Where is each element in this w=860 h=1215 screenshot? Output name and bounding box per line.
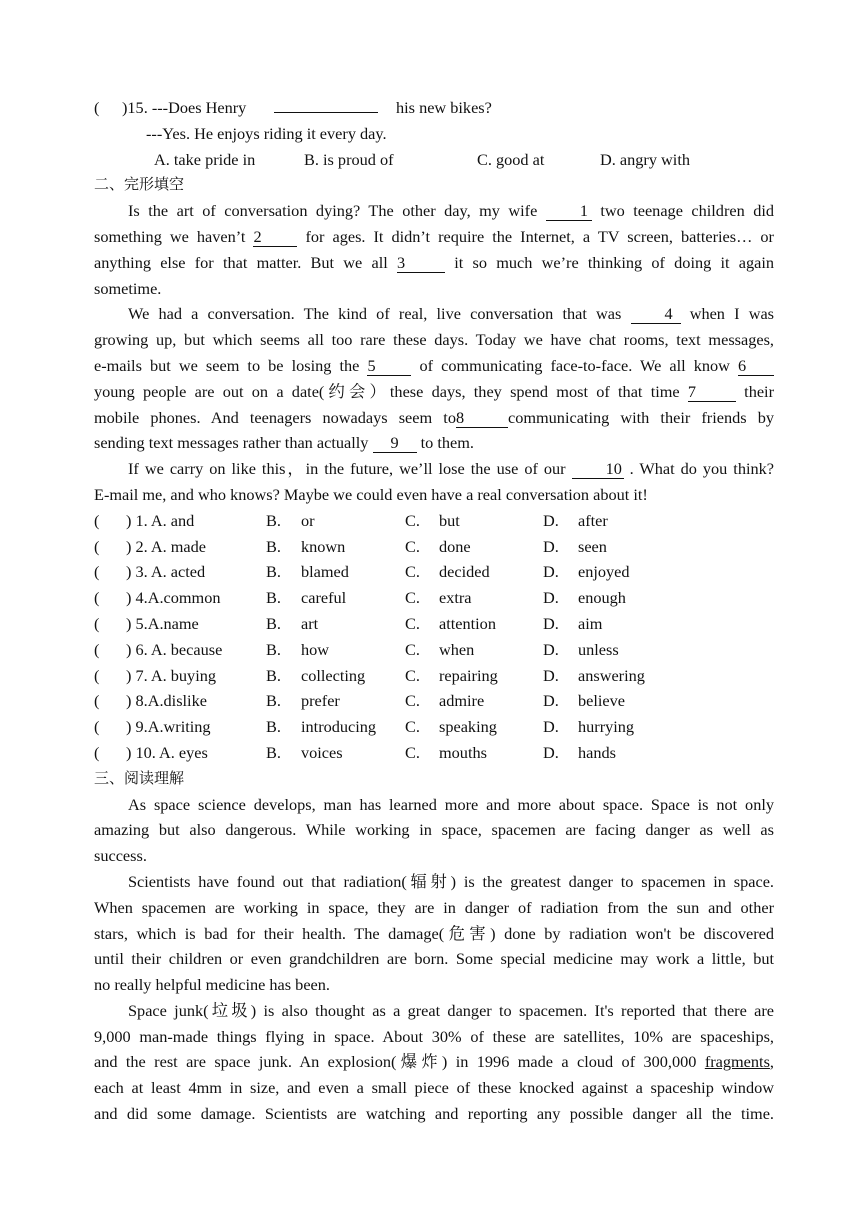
answer-paren[interactable]: ( (94, 639, 100, 659)
option-letter-c: C. (405, 613, 420, 633)
option-b: blamed (301, 562, 349, 582)
option-letter-d: D. (543, 665, 559, 685)
reading-p3-line5: and did some damage. Scientists are watching and reporting any possible danger all the time. (94, 1104, 774, 1124)
question-15-reply-text: ---Yes. He enjoys riding it every day. (146, 123, 387, 143)
underlined-word-fragments: fragments (704, 1052, 770, 1072)
option-letter-c: C. (405, 742, 420, 762)
option-a: ) 10. A. eyes (126, 742, 208, 762)
cloze-p2-line3: e-mails but we seem to be losing the 5 of communicating face-to-face. We all know 6 (94, 353, 774, 379)
option-c: decided (439, 562, 490, 582)
option-letter-c: C. (405, 588, 420, 608)
reading-p1-line3: success. (94, 846, 147, 866)
option-d: enjoyed (578, 562, 630, 582)
option-b: voices (301, 742, 343, 762)
option-b: art (301, 613, 319, 633)
cloze-p1-line2: something we haven’t 2 for ages. It didn’t require the Internet, a TV screen, batteries… or (94, 226, 774, 246)
option-a: ) 5.A.name (126, 613, 199, 633)
cloze-option-row (94, 611, 774, 637)
cloze-options-list (94, 508, 774, 766)
option-c: but (439, 510, 460, 530)
reading-p1-line1: As space science develops, man has learned more and more about space. Space is not only (128, 794, 774, 814)
option-b: how (301, 639, 330, 659)
question-15-reply (94, 121, 774, 147)
option-c: done (439, 536, 471, 556)
reading-p3-line3: and the rest are space junk. An explosion(爆炸) in 1996 made a cloud of 300,000 fragments, (94, 1052, 774, 1072)
option-d: aim (578, 613, 603, 633)
cloze-option-row (94, 637, 774, 663)
option-b: introducing (301, 717, 377, 737)
cloze-blank-2[interactable]: 2 (253, 228, 297, 247)
cloze-option-row (94, 688, 774, 714)
option-d: seen (578, 536, 607, 556)
option-d: unless (578, 639, 619, 659)
option-letter-b: B. (266, 510, 281, 530)
answer-paren[interactable]: ( (94, 510, 100, 530)
option-letter-b: B. (266, 717, 281, 737)
question-15-blank[interactable] (274, 91, 378, 113)
cloze-blank-4[interactable]: 4 (631, 305, 681, 324)
cloze-p2-line5: mobile phones. And teenagers nowadays seem to8 communicating with their friends by (94, 407, 774, 427)
cloze-option-row (94, 740, 774, 766)
option-b: careful (301, 588, 347, 608)
cloze-p2-line4: young people are out on a date(约会）these days, they spend most of that time 7 their (94, 381, 775, 401)
question-15-stem (94, 95, 774, 121)
reading-p3-line2: 9,000 man-made things flying in space. About 30% of these are satellites, 10% are spaceships, (94, 1026, 774, 1046)
option-c: speaking (439, 717, 497, 737)
option-letter-c: C. (405, 510, 420, 530)
answer-paren[interactable]: ( (94, 742, 100, 762)
answer-paren[interactable]: ( (94, 536, 100, 556)
option-b: or (301, 510, 315, 530)
option-a: ) 1. A. and (126, 510, 195, 530)
cloze-option-row (94, 559, 774, 585)
cloze-blank-10[interactable]: 10 (572, 460, 624, 479)
cloze-option-row (94, 534, 774, 560)
option-d: after (578, 510, 608, 530)
question-15-text: )15. ---Does Henry (122, 98, 247, 117)
cloze-blank-7[interactable]: 7 (688, 383, 736, 402)
option-d: hands (578, 742, 616, 762)
reading-p3-line1: Space junk(垃圾) is also thought as a great danger to spacemen. It's reported that there are (128, 1000, 774, 1020)
option-letter-d: D. (543, 562, 559, 582)
answer-paren[interactable]: ( (94, 613, 100, 633)
reading-p2-line4: until their children or even grandchildren are born. Some special medicine may work a little, but (94, 949, 774, 969)
question-15-text-end: his new bikes? (396, 98, 492, 117)
reading-p1-line2: amazing but also dangerous. While working in space, spacemen are facing danger as well as (94, 820, 774, 840)
option-c: when (439, 639, 475, 659)
option-letter-d: D. (543, 536, 559, 556)
option-letter-b: B. (266, 691, 281, 711)
option-letter-c: C. (405, 691, 420, 711)
option-letter-b: B. (266, 562, 281, 582)
cloze-option-row (94, 585, 774, 611)
question-15-options (94, 147, 774, 173)
option-letter-d: D. (543, 588, 559, 608)
answer-paren[interactable]: ( (94, 717, 100, 737)
option-b: prefer (301, 691, 340, 711)
option-letter-d: D. (543, 691, 559, 711)
option-letter-d: D. (543, 510, 559, 530)
option-letter-d: D. (543, 639, 559, 659)
option-letter-c: C. (405, 562, 420, 582)
option-c: mouths (439, 742, 487, 762)
option-letter-d: D. (543, 613, 559, 633)
option-d: hurrying (578, 717, 635, 737)
cloze-p1-line3: anything else for that matter. But we all 3 it so much we’re thinking of doing it again (94, 252, 775, 272)
option-a: ) 7. A. buying (126, 665, 216, 685)
worksheet-page (94, 95, 774, 1127)
cloze-option-row (94, 508, 774, 534)
answer-paren[interactable]: ( (94, 691, 100, 711)
option-a: A. take pride in (154, 149, 256, 169)
section-3-title: 三、阅读理解 (94, 768, 185, 787)
cloze-p3-line1: If we carry on like this，in the future, we’ll lose the use of our 10 . What do you think? (128, 459, 775, 479)
option-letter-c: C. (405, 639, 420, 659)
cloze-blank-1[interactable]: 1 (546, 202, 592, 221)
option-a: ) 9.A.writing (126, 717, 211, 737)
cloze-p2-line6: sending text messages rather than actually 9 to them. (94, 433, 474, 453)
reading-p2-line3: stars, which is bad for their health. The damage(危害) done by radiation won't be discovered (94, 923, 774, 943)
cloze-p1-line1: Is the art of conversation dying? The other day, my wife 1 two teenage children did (128, 201, 775, 221)
option-a: ) 4.A.common (126, 588, 221, 608)
option-letter-c: C. (405, 536, 420, 556)
option-a: ) 3. A. acted (126, 562, 206, 582)
reading-p2-line1: Scientists have found out that radiation(辐射) is the greatest danger to spacemen in space. (128, 871, 774, 891)
section-2-title: 二、完形填空 (94, 175, 185, 194)
option-letter-b: B. (266, 588, 281, 608)
option-b: B. is proud of (304, 149, 394, 169)
cloze-p3-line2: E-mail me, and who knows? Maybe we could even have a real conversation about it! (94, 484, 648, 504)
answer-paren[interactable]: ( (94, 562, 100, 582)
option-d: answering (578, 665, 645, 685)
reading-p3-line4: each at least 4mm in size, and even a small piece of these knocked against a spaceship window (94, 1078, 774, 1098)
cloze-blank-8[interactable]: 8 (456, 409, 508, 428)
option-c: extra (439, 588, 472, 608)
cloze-blank-6[interactable]: 6 (738, 357, 774, 376)
cloze-option-row (94, 714, 774, 740)
option-c: C. good at (477, 149, 545, 169)
option-a: ) 6. A. because (126, 639, 223, 659)
reading-p2-line2: When spacemen are working in space, they are in danger of radiation from the sun and other (94, 897, 774, 917)
cloze-option-row (94, 663, 774, 689)
option-c: attention (439, 613, 496, 633)
cloze-blank-3[interactable]: 3 (397, 254, 445, 273)
option-letter-d: D. (543, 742, 559, 762)
option-letter-c: C. (405, 665, 420, 685)
option-c: admire (439, 691, 485, 711)
answer-paren[interactable]: ( (94, 588, 100, 608)
option-letter-d: D. (543, 717, 559, 737)
option-d: D. angry with (600, 149, 690, 169)
answer-paren: ( (94, 98, 100, 117)
option-letter-b: B. (266, 665, 281, 685)
cloze-p2-line1: We had a conversation. The kind of real, live conversation that was 4 when I was (128, 304, 775, 324)
cloze-blank-5[interactable]: 5 (367, 357, 411, 376)
cloze-p2-line2: growing up, but which seems all too rare these days. Today we have chat rooms, text messages, (94, 330, 774, 350)
option-b: collecting (301, 665, 366, 685)
option-letter-c: C. (405, 717, 420, 737)
option-letter-b: B. (266, 536, 281, 556)
option-letter-b: B. (266, 639, 281, 659)
option-letter-b: B. (266, 742, 281, 762)
option-b: known (301, 536, 346, 556)
option-c: repairing (439, 665, 498, 685)
cloze-blank-9[interactable]: 9 (373, 434, 417, 453)
cloze-p1-line4: sometime. (94, 278, 162, 298)
option-d: enough (578, 588, 626, 608)
option-a: ) 2. A. made (126, 536, 207, 556)
answer-paren[interactable]: ( (94, 665, 100, 685)
option-a: ) 8.A.dislike (126, 691, 207, 711)
option-letter-b: B. (266, 613, 281, 633)
option-d: believe (578, 691, 626, 711)
reading-p2-line5: no really helpful medicine has been. (94, 975, 330, 995)
